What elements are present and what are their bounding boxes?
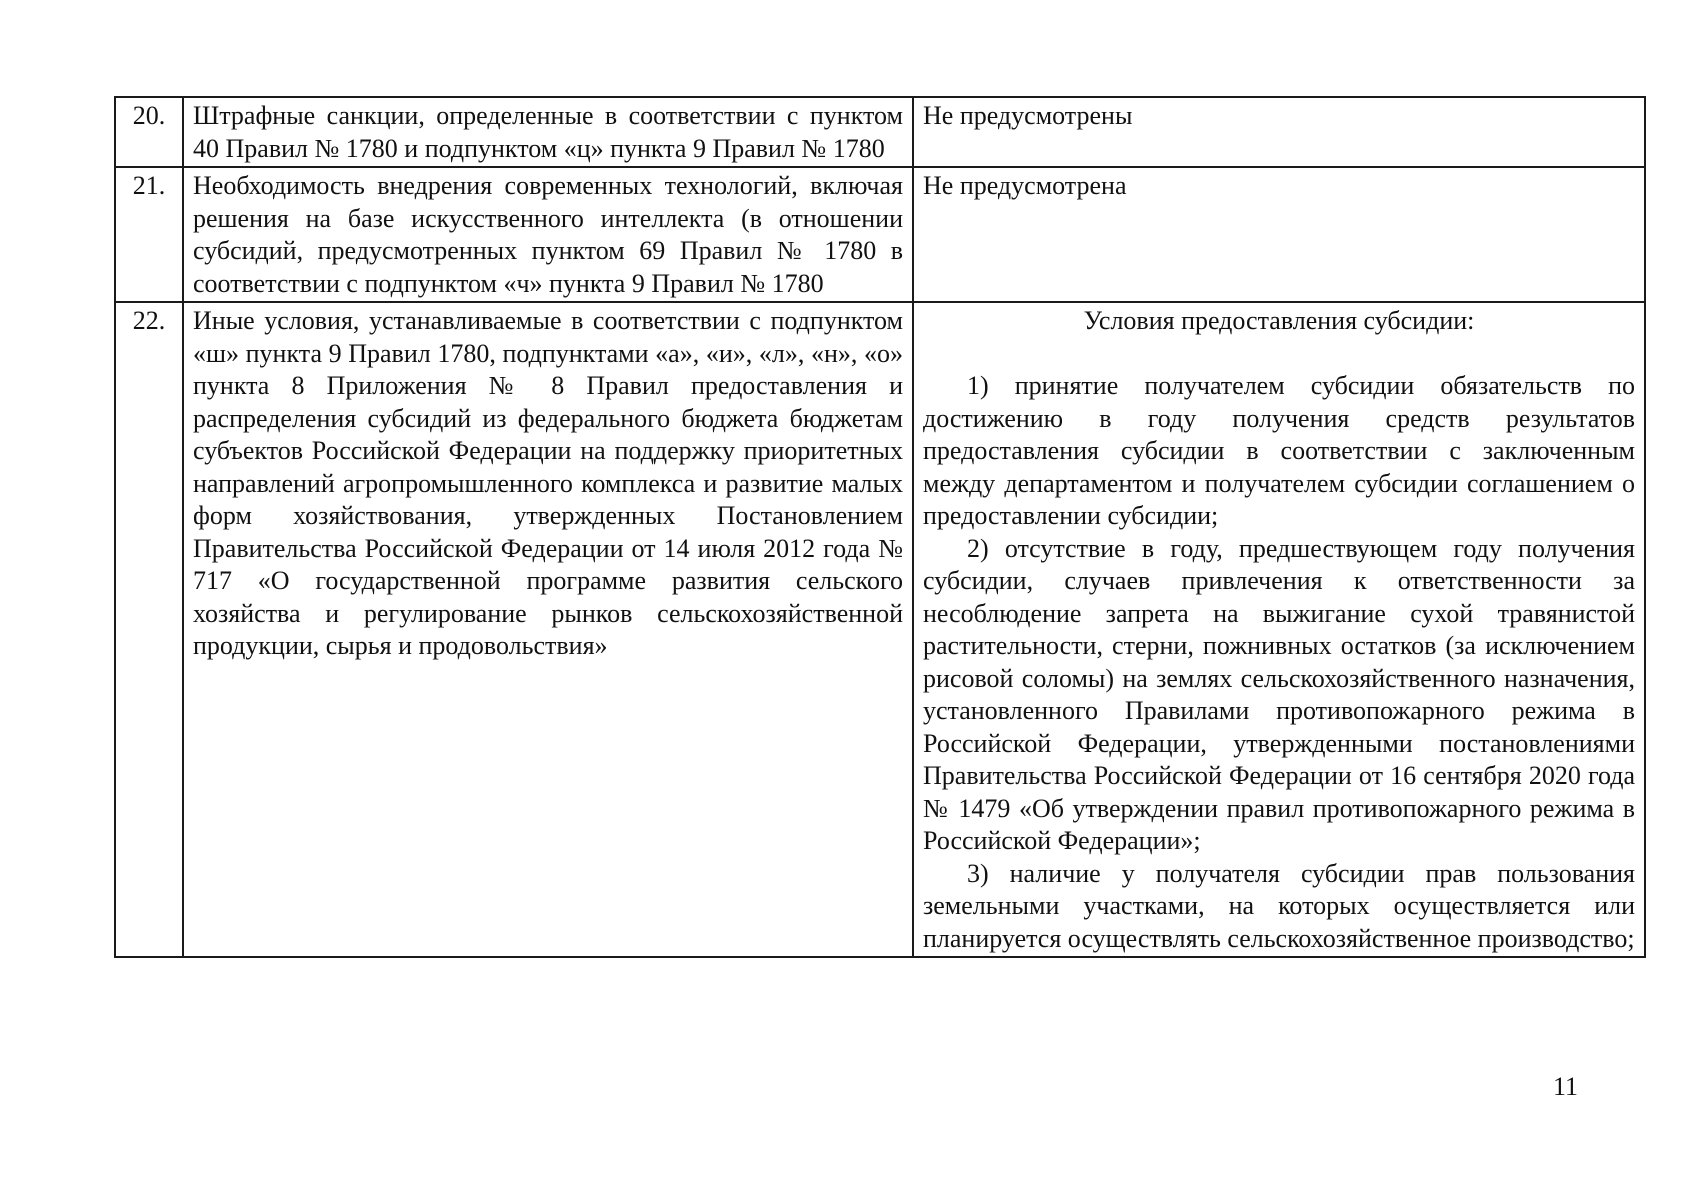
row-condition-value: Не предусмотрены <box>913 97 1645 167</box>
table-row <box>115 302 1645 957</box>
row-number: 20. <box>115 97 183 167</box>
row-number: 22. <box>115 302 183 957</box>
row-condition-name: Необходимость внедрения современных технологий, включая решения на базе искусственного интеллекта (в отношении субсидий, предусмотренных пунктом 69 Правил № 1780 в соответствии с подпунктом «ч» пункта 9 Правил № 1780 <box>183 167 913 302</box>
value-paragraph: 3) наличие у получателя субсидии прав пользования земельными участками, на которых осуществляется или планируется осуществлять сельскохозяйственное производство; <box>923 858 1635 953</box>
blank-line <box>923 338 1635 371</box>
page-number: 11 <box>1553 1072 1579 1101</box>
row-condition-value: Не предусмотрена <box>913 167 1645 302</box>
table-row <box>115 167 1645 302</box>
conditions-table <box>114 96 1646 958</box>
row-condition-name: Иные условия, устанавливаемые в соответствии с подпунктом «ш» пункта 9 Правил 1780, подпунктами «а», «и», «л», «н», «о» пункта 8 Приложения № 8 Правил предоставления и распределения субсидий из федерального бюджета бюджетам субъектов Российской Федерации на поддержку приоритетных направлений агропромышленного комплекса и развитие малых форм хозяйствования, утвержденных Постановлением Правительства Российской Федерации от 14 июля 2012 года № 717 «О государственной программе развития сельского хозяйства и регулирование рынков сельскохозяйственной продукции, сырья и продовольствия» <box>183 302 913 957</box>
value-heading: Условия предоставления субсидии: <box>1083 306 1475 335</box>
value-paragraph: 2) отсутствие в году, предшествующем году получения субсидии, случаев привлечения к ответственности за несоблюдение запрета на выжигание сухой травянистой растительности, стерни, пожнивных остатков (за исключением рисовой соломы) на землях сельскохозяйственного назначения, установленного Правилами противопожарного режима в Российской Федерации, утвержденными постановлениями Правительства Российской Федерации от 16 сентября 2020 года № 1479 «Об утверждении правил противопожарного режима в Российской Федерации»; <box>923 533 1635 855</box>
row-condition-name: Штрафные санкции, определенные в соответствии с пунктом 40 Правил № 1780 и подпунктом «ц» пункта 9 Правил № 1780 <box>183 97 913 167</box>
row-number: 21. <box>115 167 183 302</box>
row-condition-value <box>913 302 1645 957</box>
table-row <box>115 97 1645 167</box>
value-paragraph: 1) принятие получателем субсидии обязательств по достижению в году получения средств результатов предоставления субсидии в соответствии с заключенным между департаментом и получателем субсидии соглашением о предоставлении субсидии; <box>923 371 1635 530</box>
